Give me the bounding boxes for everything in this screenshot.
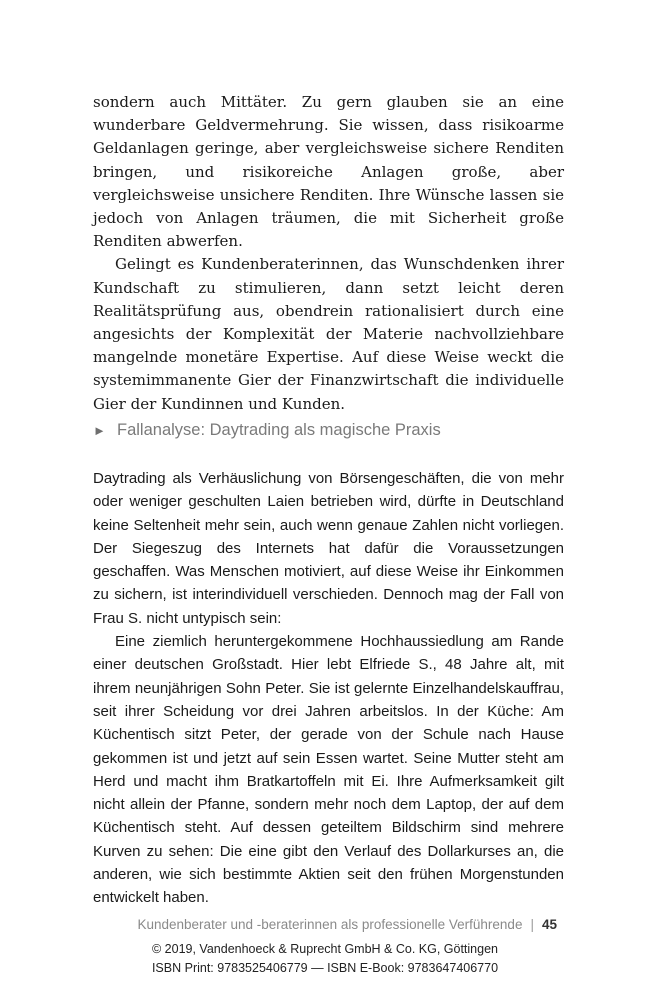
case-paragraph-1: Daytrading als Verhäuslichung von Börsengeschäften, die von mehr oder weniger geschulten Laien betrieben wird, dürfte in Deutschland keine Seltenheit mehr sein, auch wenn genaue Zahlen nicht vorliegen. Der Siegeszug des Internets hat dafür die Voraussetzungen geschaffen. Was Menschen motiviert, auf diese Weise ihr Einkommen zu sichern, ist interindividuell verschieden. Dennoch mag der Fall von Frau S. nicht untypisch sein: xyxy=(93,470,564,627)
page-number: 45 xyxy=(541,917,557,932)
main-text-block xyxy=(93,91,564,416)
footer-separator: | xyxy=(530,917,534,932)
running-title: Kundenberater und -beraterinnen als professionelle Verführende xyxy=(137,917,523,932)
isbn-line: ISBN Print: 9783525406779 — ISBN E-Book: 9783647406770 xyxy=(151,961,499,975)
section-heading xyxy=(93,421,564,440)
case-analysis-text xyxy=(93,467,564,910)
case-paragraph-2: Eine ziemlich heruntergekommene Hochhaussiedlung am Rande einer deutschen Großstadt. Hier lebt Elfriede S., 48 Jahre alt, mit ihrem neunjährigen Sohn Peter. Sie ist gelernte Einzelhandelskauffrau, seit ihrer Scheidung vor drei Jahren arbeitslos. In der Küche: Am Küchentisch sitzt Peter, der gerade von der Schule nach Hause gekommen ist und jetzt auf sein Essen wartet. Seine Mutter steht am Herd und macht ihm Bratkartoffeln mit Ei. Ihre Aufmerksamkeit gilt nicht allein der Pfanne, sondern mehr noch dem Laptop, der auf dem Küchentisch steht. Auf dessen geteiltem Bildschirm sind mehrere Kurven zu sehen: Die eine gibt den Verlauf des Dollarkurses an, die anderen, wie sich bestimmte Aktien seit den frühen Morgenstunden entwickelt haben. xyxy=(93,633,564,907)
paragraph-1: sondern auch Mittäter. Zu gern glauben sie an eine wunderbare Geldvermehrung. Sie wissen, dass risikoarme Geldanlagen geringe, aber vergleichsweise sichere Renditen bringen, und risikoreiche Anlagen große, aber vergleichsweise unsichere Renditen. Ihre Wünsche lassen sie jedoch von Anlagen träumen, die mit Sicherheit große Renditen abwerfen. xyxy=(93,93,564,251)
running-footer xyxy=(137,917,557,932)
copyright-line: © 2019, Vandenhoeck & Ruprecht GmbH & Co. KG, Göttingen xyxy=(152,942,498,956)
section-heading-text: Fallanalyse: Daytrading als magische Praxis xyxy=(117,421,441,439)
triangle-bullet-icon: ► xyxy=(93,423,106,438)
paragraph-2: Gelingt es Kundenberaterinnen, das Wunschdenken ihrer Kundschaft zu stimulieren, dann setzt leicht deren Realitätsprüfung aus, obendrein rationalisiert durch eine angesichts der Komplexität der Materie nachvollziehbare mangelnde monetäre Expertise. Auf diese Weise weckt die systemimmanente Gier der Finanzwirtschaft die individuelle Gier der Kundinnen und Kunden. xyxy=(93,255,564,413)
